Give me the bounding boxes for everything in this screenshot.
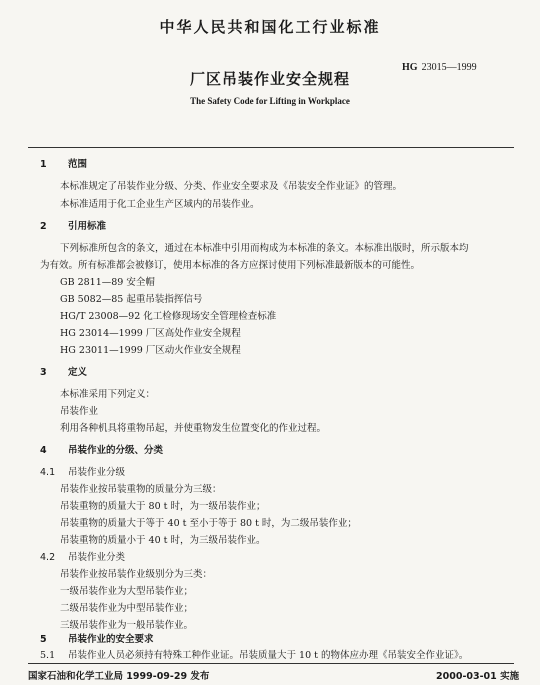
section-2-para-2: 为有效。所有标准都会被修订，使用本标准的各方应探讨使用下列标准最新版本的可能性。 xyxy=(40,260,421,271)
text-line: 吊装作业按吊装作业级别分为三类： xyxy=(60,569,213,580)
text-line: 吊装重物的质量小于 40 t 时，为三级吊装作业。 xyxy=(60,535,266,546)
reference-item: GB 2811—89 安全帽 xyxy=(60,277,155,288)
effective-date: 2000-03-01 实施 xyxy=(436,671,520,682)
standard-number-value: 23015—1999 xyxy=(421,62,477,73)
standard-code: HG xyxy=(402,62,418,73)
text-line: 吊装重物的质量大于等于 40 t 至小于等于 80 t 时，为二级吊装作业； xyxy=(60,518,357,529)
text-line: 三级吊装作业为一般吊装作业。 xyxy=(60,620,194,631)
section-5-1-text: 5.1 吊装作业人员必须持有特殊工种作业证。吊装质量大于 10 t 的物体应办理《吊装安全作业证》。 xyxy=(40,650,469,661)
header-divider xyxy=(28,147,514,148)
standard-title: 中华人民共和国化工行业标准 xyxy=(159,18,381,36)
definition-text: 利用各种机具将重物吊起，并使重物发生位置变化的作业过程。 xyxy=(60,423,327,434)
section-1-para-2: 本标准适用于化工企业生产区域内的吊装作业。 xyxy=(60,199,260,210)
section-3-para-1: 本标准采用下列定义： xyxy=(60,389,156,400)
document-title: 厂区吊装作业安全规程 xyxy=(189,70,350,88)
section-2-para-1: 下列标准所包含的条文，通过在本标准中引用而构成为本标准的条文。本标准出版时，所示版本均 xyxy=(60,243,469,254)
definition-term: 吊装作业 xyxy=(60,406,99,417)
document-subtitle: The Safety Code for Lifting in Workplace xyxy=(190,96,350,106)
section-4-heading: 4 吊装作业的分级、分类 xyxy=(40,445,164,456)
section-5-heading: 5 吊装作业的安全要求 xyxy=(40,634,154,645)
text-line: 吊装作业按吊装重物的质量分为三级： xyxy=(60,484,222,495)
section-1-heading: 1 范围 xyxy=(40,159,88,170)
text-line: 二级吊装作业为中型吊装作业； xyxy=(60,603,194,614)
text-line: 一级吊装作业为大型吊装作业； xyxy=(60,586,194,597)
reference-item: HG/T 23008—92 化工检修现场安全管理检查标准 xyxy=(60,311,277,322)
reference-item: HG 23014—1999 厂区高处作业安全规程 xyxy=(60,328,241,339)
reference-item: GB 5082—85 起重吊装指挥信号 xyxy=(60,294,203,305)
reference-item: HG 23011—1999 厂区动火作业安全规程 xyxy=(60,345,241,356)
section-4-1-heading: 4.1 吊装作业分级 xyxy=(40,467,126,478)
issue-info: 国家石油和化学工业局 1999-09-29 发布 xyxy=(28,671,210,682)
section-3-heading: 3 定义 xyxy=(40,367,88,378)
footer-divider xyxy=(28,663,514,664)
section-4-2-heading: 4.2 吊装作业分类 xyxy=(40,552,126,563)
text-line: 吊装重物的质量大于 80 t 时，为一级吊装作业； xyxy=(60,501,266,512)
section-1-para-1: 本标准规定了吊装作业分级、分类、作业安全要求及《吊装安全作业证》的管理。 xyxy=(60,181,403,192)
section-2-heading: 2 引用标准 xyxy=(40,221,107,232)
